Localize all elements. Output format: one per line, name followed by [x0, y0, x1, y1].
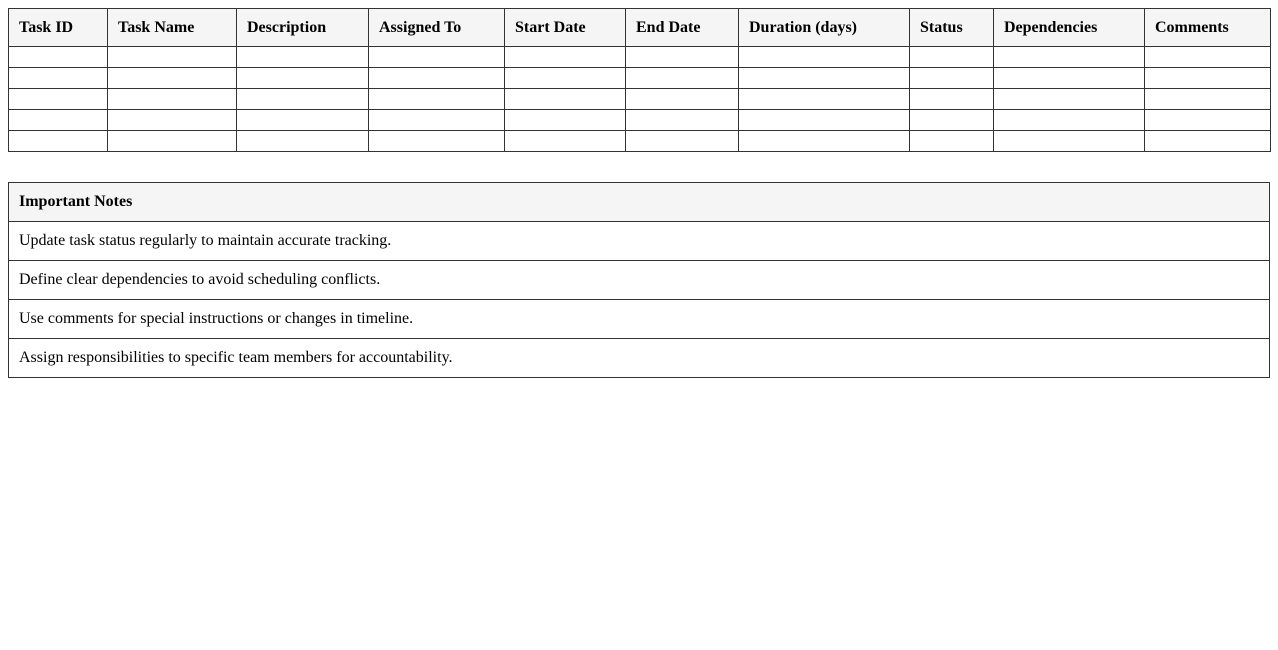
- table-cell: [369, 110, 505, 131]
- table-cell: [9, 47, 108, 68]
- table-cell: [9, 131, 108, 152]
- table-cell: [108, 131, 237, 152]
- note-text: Assign responsibilities to specific team members for accountability.: [9, 339, 1270, 378]
- table-cell: [9, 110, 108, 131]
- table-cell: [739, 47, 910, 68]
- header-start-date: Start Date: [505, 9, 626, 47]
- notes-header-row: [9, 183, 1270, 222]
- table-cell: [910, 110, 994, 131]
- table-cell: [505, 47, 626, 68]
- table-cell: [994, 47, 1145, 68]
- task-table: [8, 8, 1271, 152]
- table-cell: [1145, 68, 1271, 89]
- table-cell: [626, 89, 739, 110]
- table-cell: [1145, 47, 1271, 68]
- header-dependencies: Dependencies: [994, 9, 1145, 47]
- table-cell: [108, 47, 237, 68]
- table-cell: [108, 110, 237, 131]
- header-status: Status: [910, 9, 994, 47]
- header-task-id: Task ID: [9, 9, 108, 47]
- table-cell: [369, 68, 505, 89]
- table-cell: [369, 89, 505, 110]
- table-cell: [626, 47, 739, 68]
- table-cell: [108, 68, 237, 89]
- table-cell: [739, 68, 910, 89]
- table-row: [9, 131, 1271, 152]
- task-table-header-row: [9, 9, 1271, 47]
- table-cell: [237, 131, 369, 152]
- table-cell: [994, 131, 1145, 152]
- table-cell: [505, 110, 626, 131]
- table-cell: [910, 68, 994, 89]
- table-row: [9, 110, 1271, 131]
- table-cell: [910, 47, 994, 68]
- table-cell: [739, 131, 910, 152]
- table-cell: [505, 68, 626, 89]
- header-description: Description: [237, 9, 369, 47]
- table-cell: [739, 89, 910, 110]
- table-cell: [9, 89, 108, 110]
- table-cell: [994, 68, 1145, 89]
- table-cell: [739, 110, 910, 131]
- table-cell: [994, 110, 1145, 131]
- note-text: Update task status regularly to maintain accurate tracking.: [9, 222, 1270, 261]
- table-cell: [1145, 131, 1271, 152]
- table-cell: [237, 68, 369, 89]
- table-cell: [626, 68, 739, 89]
- list-item: [9, 222, 1270, 261]
- table-row: [9, 89, 1271, 110]
- table-cell: [626, 131, 739, 152]
- table-cell: [237, 110, 369, 131]
- table-cell: [910, 89, 994, 110]
- header-comments: Comments: [1145, 9, 1271, 47]
- table-cell: [108, 89, 237, 110]
- list-item: [9, 300, 1270, 339]
- table-cell: [505, 89, 626, 110]
- header-end-date: End Date: [626, 9, 739, 47]
- table-cell: [1145, 110, 1271, 131]
- table-row: [9, 47, 1271, 68]
- list-item: [9, 339, 1270, 378]
- table-cell: [369, 131, 505, 152]
- table-cell: [237, 47, 369, 68]
- notes-title: Important Notes: [9, 183, 1270, 222]
- header-task-name: Task Name: [108, 9, 237, 47]
- note-text: Use comments for special instructions or changes in timeline.: [9, 300, 1270, 339]
- table-cell: [994, 89, 1145, 110]
- header-assigned-to: Assigned To: [369, 9, 505, 47]
- table-cell: [9, 68, 108, 89]
- table-row: [9, 68, 1271, 89]
- notes-table: [8, 182, 1270, 378]
- list-item: [9, 261, 1270, 300]
- table-cell: [910, 131, 994, 152]
- table-cell: [626, 110, 739, 131]
- table-cell: [237, 89, 369, 110]
- table-cell: [1145, 89, 1271, 110]
- table-cell: [505, 131, 626, 152]
- header-duration: Duration (days): [739, 9, 910, 47]
- note-text: Define clear dependencies to avoid scheduling conflicts.: [9, 261, 1270, 300]
- table-cell: [369, 47, 505, 68]
